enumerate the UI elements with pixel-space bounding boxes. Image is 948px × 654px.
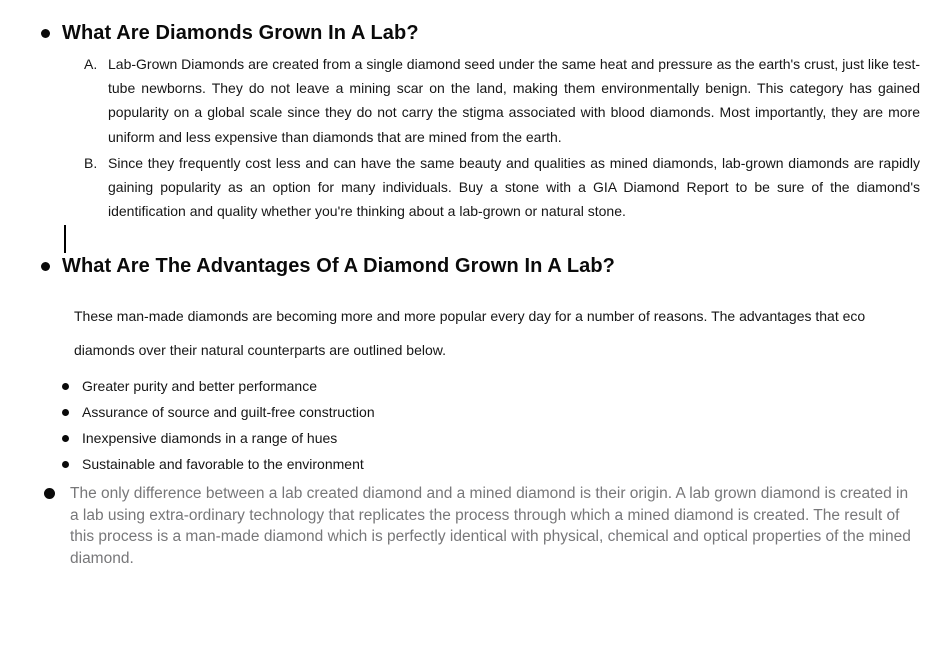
list-item-label[interactable]: Assurance of source and guilt-free construction [82, 404, 375, 420]
heading-row-diamonds-grown [41, 22, 419, 45]
intro-paragraph[interactable]: These man-made diamonds are becoming more and more popular every day for a number of reasons. The advantages that eco diamonds over their natural counterparts are outlined below. [74, 308, 866, 358]
bullet-icon [62, 383, 69, 390]
item-text[interactable]: Since they frequently cost less and can have the same beauty and qualities as mined diamonds, lab-grown diamonds are rapidly gaining popularity as an option for many individuals. Buy a stone with a GIA Diamond Report to be sure of the diamond's identification and quality whether you're thinking about a lab-grown or natural stone. [108, 154, 920, 220]
list-item-b [84, 151, 920, 224]
bullet-icon [62, 461, 69, 468]
list-item-a [84, 52, 920, 149]
section-heading[interactable]: What Are Diamonds Grown In A Lab? [62, 22, 419, 44]
item-label: B. [84, 154, 98, 171]
list-item [62, 399, 375, 425]
bullet-icon [62, 409, 69, 416]
list-item-label[interactable]: Sustainable and favorable to the environment [82, 456, 364, 472]
bullet-icon [62, 435, 69, 442]
lettered-list [84, 52, 920, 225]
item-label: A. [84, 56, 98, 72]
advantages-list [62, 373, 375, 477]
note-item [44, 483, 912, 569]
item-text[interactable]: Lab-Grown Diamonds are created from a single diamond seed under the same heat and pressure as the earth's crust, just like test-tube newborns. They do not leave a mining scar on the land, making them environmentally benign. This category has gained popularity on a global scale since they do not carry the stigma associated with blood diamonds. Most importantly, they are more uniform and less expensive than diamonds that are mined from the earth. [108, 56, 920, 145]
list-item [62, 451, 375, 477]
bullet-icon [44, 488, 55, 499]
note-paragraph[interactable]: The only difference between a lab created diamond and a mined diamond is their origin. A lab grown diamond is created in a lab using extra-ordinary technology that replicates the process through which a mined diamond is created. The result of this process is a man-made diamond which is perfectly identical with physical, chemical and optical properties of the mined diamond. [70, 485, 911, 567]
heading-row-advantages [41, 255, 615, 278]
list-item [62, 425, 375, 451]
list-item-label[interactable]: Inexpensive diamonds in a range of hues [82, 430, 338, 446]
bullet-icon [41, 262, 50, 271]
text-cursor [64, 225, 66, 253]
list-item [62, 373, 375, 399]
bullet-icon [41, 29, 50, 38]
section-heading[interactable]: What Are The Advantages Of A Diamond Grown In A Lab? [62, 255, 616, 277]
list-item-label[interactable]: Greater purity and better performance [82, 378, 318, 394]
